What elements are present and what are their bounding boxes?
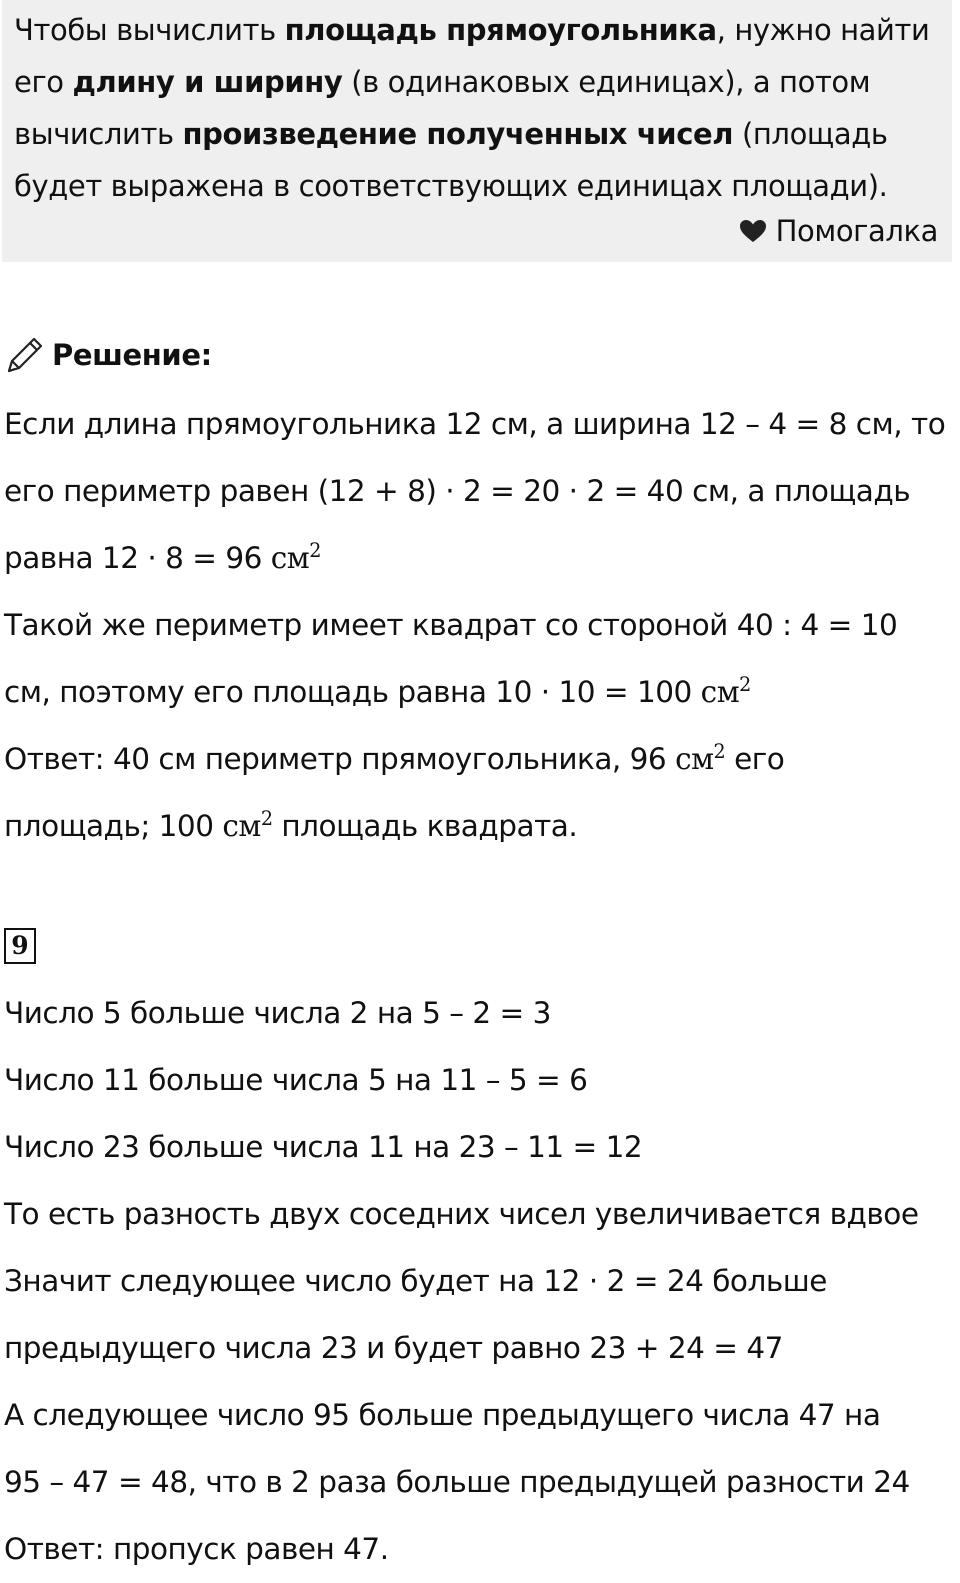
pencil-icon <box>4 334 46 376</box>
solution-line <box>4 391 945 458</box>
solution-label: Решение: <box>52 338 212 372</box>
solution-line <box>4 726 945 793</box>
hint-text <box>14 4 942 212</box>
solution-text: площадь квадрата. <box>272 809 578 843</box>
hint-text-segment: , нужно найти его <box>14 13 930 99</box>
solution-line <box>4 592 945 659</box>
solution-text: см, поэтому его площадь равна 10 · 10 = 100 <box>4 675 701 709</box>
task9-line: Значит следующее число будет на 12 · 2 = 24 больше <box>4 1264 827 1298</box>
credit-label: Помогалка <box>775 214 938 248</box>
task9-line: Ответ: пропуск равен 47. <box>4 1532 389 1566</box>
hint-credit <box>738 209 938 253</box>
unit-exponent: 2 <box>260 806 273 830</box>
task-number: 9 <box>4 928 36 964</box>
hint-bold-text: произведение полученных чисел <box>182 117 734 151</box>
solution-line <box>4 659 945 726</box>
unit-exponent: 2 <box>309 538 321 562</box>
hint-text-segment: Чтобы вычислить <box>14 13 285 47</box>
unit-text: см <box>700 675 740 709</box>
unit-text: см <box>270 541 310 575</box>
unit-text: см <box>675 742 714 776</box>
solution-line <box>4 458 945 525</box>
hint-text-segment: (в одинаковых единицах), а потом вычислить <box>14 65 871 151</box>
solution-line <box>4 525 945 592</box>
solution-text: Ответ: 40 см периметр прямоугольника, 96 <box>4 742 676 776</box>
area-unit <box>222 806 273 843</box>
hint-text-segment: (площадь будет выражена в соответствующих единицах площади). <box>14 117 888 203</box>
heart-icon <box>738 218 768 244</box>
task9-line: То есть разность двух соседних чисел увеличивается вдвое <box>4 1197 919 1231</box>
area-unit <box>675 739 726 776</box>
solution-heading <box>4 334 212 376</box>
task9-line: А следующее число 95 больше предыдущего числа 47 на <box>4 1398 881 1432</box>
solution-text: площадь; 100 <box>4 809 223 843</box>
task9-lines <box>4 980 919 1583</box>
solution-text: Если длина прямоугольника 12 см, а ширина 12 – 4 = 8 см, то <box>4 407 946 441</box>
hint-bold-text: длину и ширину <box>72 65 343 99</box>
unit-exponent: 2 <box>713 739 726 763</box>
unit-exponent: 2 <box>739 672 751 696</box>
task9-line: 95 – 47 = 48, что в 2 раза больше предыдущей разности 24 <box>4 1465 910 1499</box>
solution-text: его <box>725 742 785 776</box>
task9-line: Число 11 больше числа 5 на 11 – 5 = 6 <box>4 1063 588 1097</box>
task9-line: Число 23 больше числа 11 на 23 – 11 = 12 <box>4 1130 643 1164</box>
solution-text: его периметр равен (12 + 8) · 2 = 20 · 2 = 40 см, а площадь <box>4 474 911 508</box>
solution-line <box>4 793 945 860</box>
unit-text: см <box>222 809 261 843</box>
area-unit <box>700 672 751 709</box>
solution-lines <box>4 391 945 860</box>
solution-text: равна 12 · 8 = 96 <box>4 541 271 575</box>
solution-text: Такой же периметр имеет квадрат со стороной 40 : 4 = 10 <box>4 608 898 642</box>
hint-box <box>2 0 952 262</box>
task9-line: Число 5 больше числа 2 на 5 – 2 = 3 <box>4 996 551 1030</box>
hint-bold-text: площадь прямоугольника <box>284 13 717 47</box>
area-unit <box>270 538 321 575</box>
task9-line: предыдущего числа 23 и будет равно 23 + 24 = 47 <box>4 1331 783 1365</box>
